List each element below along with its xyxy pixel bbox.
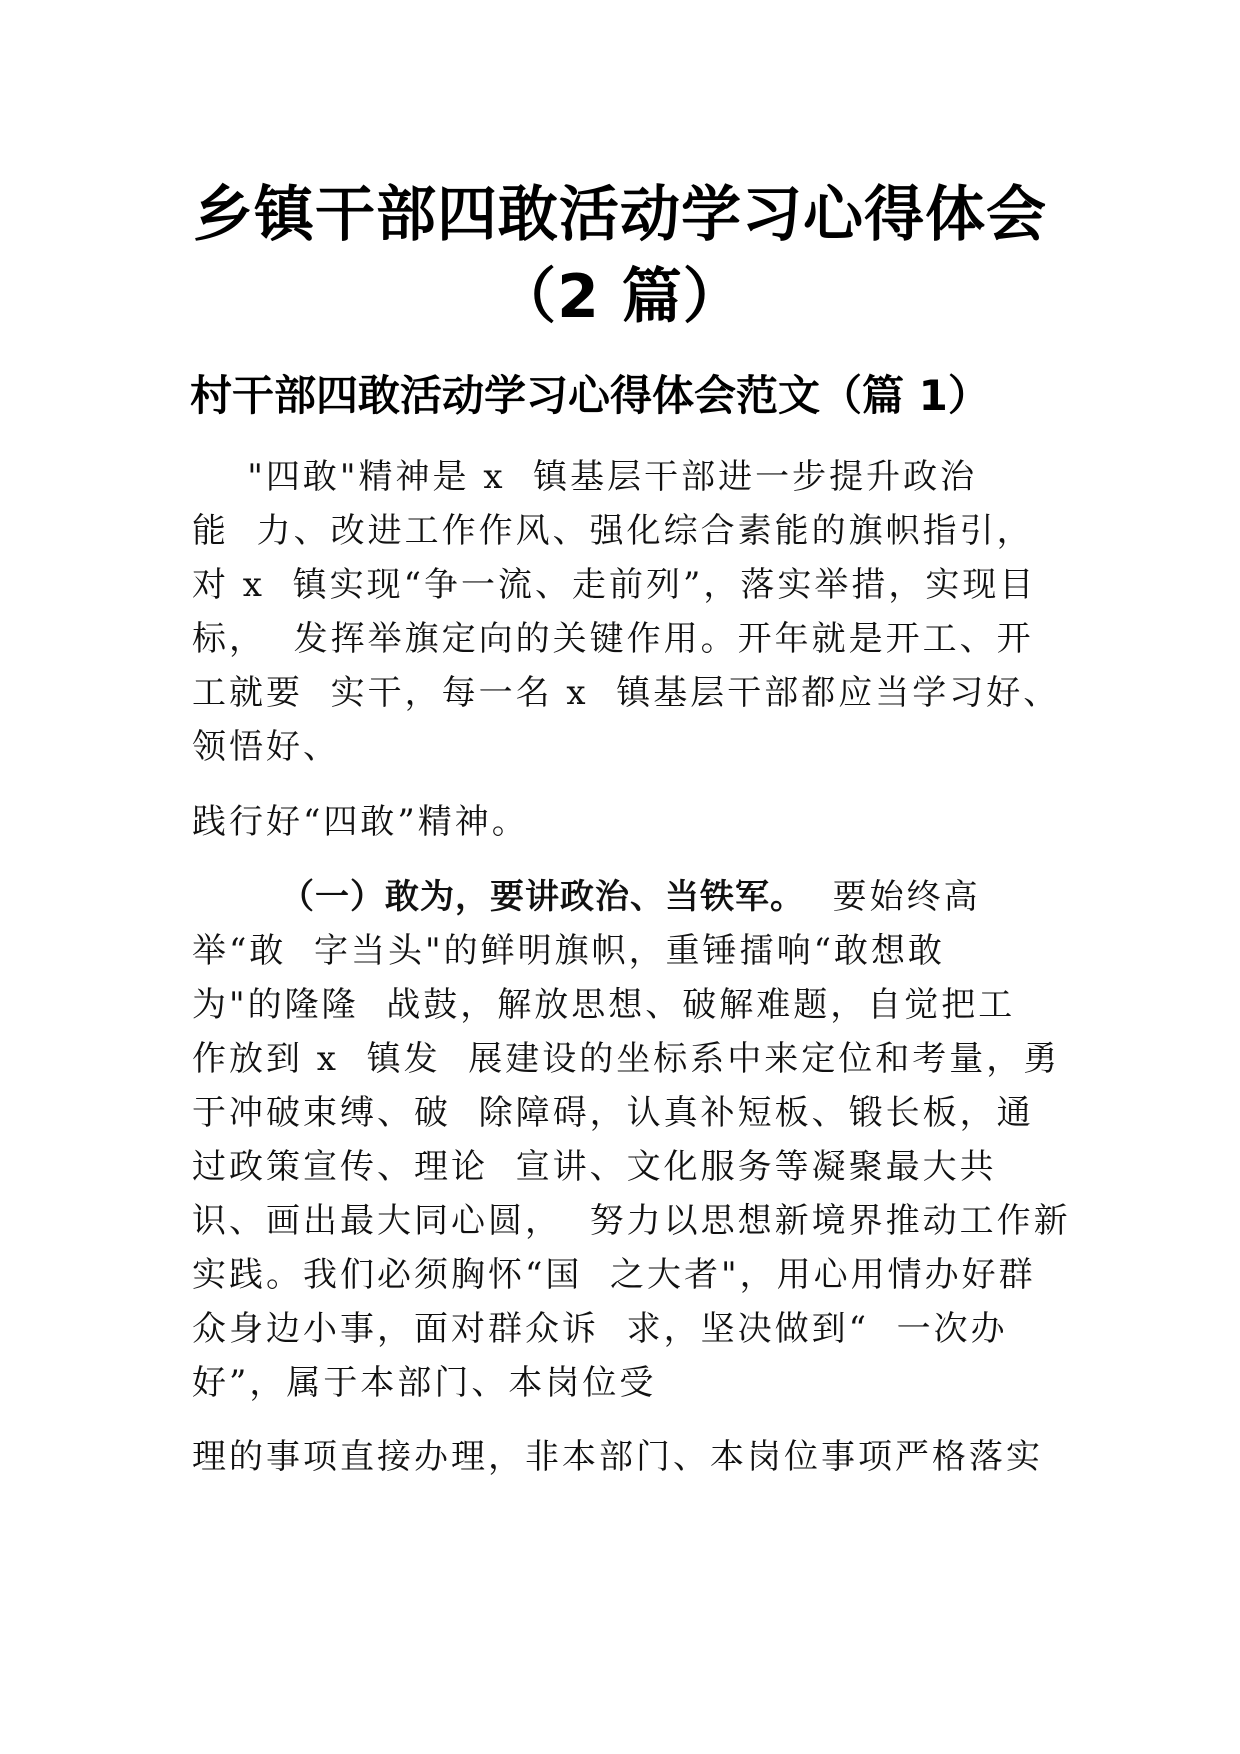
paragraph-line: 对 x 镇实现“争一流、走前列”，落实举措，实现目 bbox=[192, 565, 1037, 605]
section-heading: （一）敢为，要讲政治、当铁军。 bbox=[280, 877, 805, 917]
article-subtitle: 村干部四敢活动学习心得体会范文（篇 1） bbox=[190, 371, 990, 420]
paragraph-line: 于冲破束缚、破 除障碍，认真补短板、锻长板，通 bbox=[192, 1093, 1034, 1133]
paragraph-line: 众身边小事，面对群众诉 求，坚决做到“ 一次办 bbox=[192, 1309, 1008, 1349]
paragraph-line: 理的事项直接办理，非本部门、本岗位事项严格落实 bbox=[192, 1437, 1043, 1477]
paragraph-line: "四敢"精神是 x 镇基层干部进一步提升政治 bbox=[192, 457, 978, 497]
paragraph-line: 标， 发挥举旗定向的关键作用。开年就是开工、开 bbox=[192, 619, 1034, 659]
paragraph-line: 举“敢 字当头"的鲜明旗帜，重锤擂响“敢想敢 bbox=[192, 931, 946, 971]
paragraph-line: 践行好“四敢”精神。 bbox=[192, 802, 529, 842]
section-heading-continuation: 要始终高 bbox=[805, 877, 981, 917]
paragraph-line: 作放到 x 镇发 展建设的坐标系中来定位和考量，勇 bbox=[192, 1039, 1061, 1079]
paragraph-line: 工就要 实干，每一名 x 镇基层干部都应当学习好、 bbox=[192, 673, 1061, 713]
paragraph-line: 识、画出最大同心圆， 努力以思想新境界推动工作新 bbox=[192, 1201, 1071, 1241]
paragraph-line: 好”，属于本部门、本岗位受 bbox=[192, 1363, 657, 1403]
document-title-line2: （2 篇） bbox=[496, 262, 744, 332]
paragraph-line: 实践。我们必须胸怀“国 之大者"，用心用情办好群 bbox=[192, 1255, 1036, 1295]
paragraph-line: 领悟好、 bbox=[192, 727, 340, 767]
paragraph-line: 能 力、改进工作作风、强化综合素能的旗帜指引， bbox=[192, 511, 1034, 551]
paragraph-line: 过政策宣传、理论 宣讲、文化服务等凝聚最大共 bbox=[192, 1147, 997, 1187]
section-heading-line bbox=[280, 872, 981, 922]
paragraph-line: 为"的隆隆 战鼓，解放思想、破解难题，自觉把工 bbox=[192, 985, 1016, 1025]
document-title-line1: 乡镇干部四敢活动学习心得体会 bbox=[193, 180, 1047, 250]
